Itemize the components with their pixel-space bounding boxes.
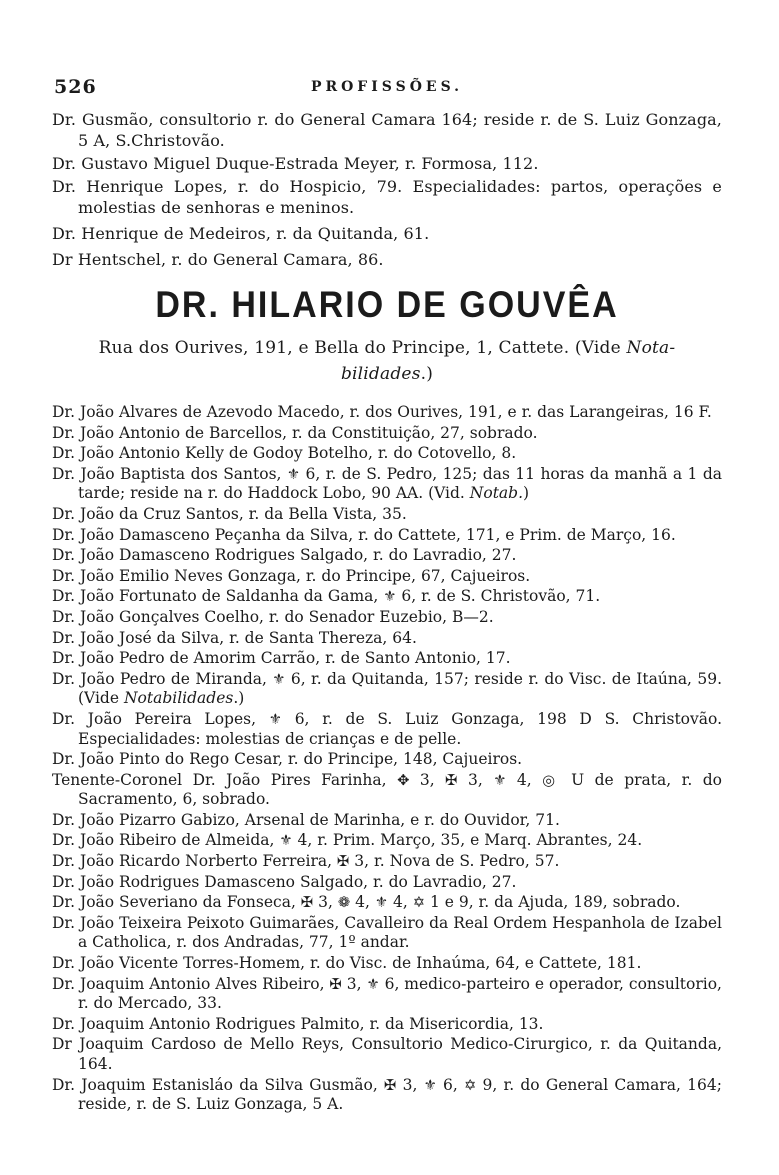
- text-run: Dr. João Teixeira Peixoto Guimarães, Cavalleiro da Real Ordem Hespanhola de Izabel a Catholica, r. dos Andradas, 77, 1º andar.: [52, 913, 722, 952]
- directory-entry: [52, 403, 722, 423]
- directory-entry: [52, 546, 722, 566]
- text-run: Dr. João Pereira Lopes,: [52, 709, 269, 728]
- directory-entry: [52, 670, 722, 709]
- directory-entry: [52, 505, 722, 525]
- directory-entry: [52, 852, 722, 872]
- text-run: Notab.: [469, 484, 524, 503]
- text-run: Dr. João Fortunato de Saldanha da Gama,: [52, 587, 384, 606]
- text-run: 1 e 9, r. da Ajuda, 189, sobrado.: [425, 893, 681, 912]
- directory-entry: [52, 771, 722, 810]
- running-head: PROFISSÕES.: [310, 79, 464, 95]
- text-run: .): [233, 689, 245, 708]
- text-run: Dr. João Pinto do Rego Cesar, r. do Principe, 148, Cajueiros.: [52, 750, 523, 769]
- crowned-badge-icon: ⚜: [374, 894, 389, 912]
- top-entries-section: [52, 109, 722, 270]
- directory-entry: Dr Hentschel, r. do General Camara, 86.: [52, 250, 384, 269]
- text-run: Dr. Joaquim Antonio Alves Ribeiro,: [52, 974, 330, 993]
- text-run: Dr. João Damasceno Rodrigues Salgado, r. do Lavradio, 27.: [52, 546, 517, 565]
- directory-entry: [52, 567, 722, 587]
- text-run: Rua dos Ourives, 191, e Bella do Principe, 1, Cattete. (Vide: [98, 338, 627, 358]
- maltese-cross-icon: ✠: [329, 975, 342, 993]
- text-run: 4,: [506, 770, 543, 789]
- directory-entry: Dr. Henrique de Medeiros, r. da Quitanda, 61.: [52, 224, 430, 243]
- text-run: 3,: [457, 770, 494, 789]
- directory-entry: [52, 608, 722, 628]
- directory-entry: [52, 629, 722, 649]
- directory-entry: Dr. Henrique Lopes, r. do Hospicio, 79. Especialidades: partos, operações e molestias de senhoras e meninos.: [52, 177, 722, 217]
- directory-entry: [52, 750, 722, 770]
- crowned-badge-icon: ⚜: [366, 975, 380, 993]
- rosette-icon: ❁: [337, 894, 351, 912]
- page-number: 526: [54, 76, 97, 98]
- text-run: Tenente-Coronel Dr. João Pires Farinha,: [52, 770, 398, 789]
- text-run: Dr. João Rodrigues Damasceno Salgado, r. do Lavradio, 27.: [52, 872, 517, 891]
- page-header: [52, 76, 722, 100]
- directory-entry: [52, 975, 722, 1014]
- text-run: Dr. João Ricardo Norberto Ferreira,: [52, 852, 338, 871]
- text-run: Dr. João da Cruz Santos, r. da Bella Vista, 35.: [52, 504, 407, 523]
- text-run: 6,: [436, 1075, 464, 1094]
- text-run: Dr. João José da Silva, r. de Santa Thereza, 64.: [52, 628, 417, 647]
- text-run: 6, r. de S. Pedro, 125; das 11 horas da manhã a 1 da tarde; reside na r. do Haddock Lobo, 90 AA. (Vid.: [78, 464, 722, 503]
- text-run: 3, r. Nova de S. Pedro, 57.: [349, 852, 560, 871]
- text-run: 4,: [388, 893, 413, 912]
- featured-listing: [52, 286, 722, 387]
- featured-doctor-address: [52, 335, 722, 387]
- text-run: .): [420, 364, 434, 384]
- maltese-cross-icon: ✠: [384, 1076, 397, 1094]
- text-run: 6, medico-parteiro e operador, consultorio, r. do Mercado, 33.: [78, 974, 722, 1013]
- text-run: Notabilidades: [123, 689, 234, 708]
- text-run: Dr. João Baptista dos Santos,: [52, 464, 287, 483]
- text-run: 3,: [409, 770, 446, 789]
- text-run: Dr. João Pizarro Gabizo, Arsenal de Marinha, e r. do Ouvidor, 71.: [52, 810, 560, 829]
- maltese-cross-icon: ✠: [300, 894, 314, 912]
- directory-entry: [52, 831, 722, 851]
- directory-entry: [52, 649, 722, 669]
- text-run: 9, r. do General Camara, 164; reside, r. de S. Luiz Gonzaga, 5 A.: [78, 1075, 722, 1114]
- text-run: Dr. João Gonçalves Coelho, r. do Senador Euzebio, B—2.: [52, 607, 494, 626]
- crowned-badge-icon: ⚜: [286, 465, 301, 483]
- crowned-badge-icon: ⚜: [383, 588, 397, 606]
- text-run: ): [523, 484, 530, 503]
- directory-entry: [52, 424, 722, 444]
- text-run: Dr. João Antonio Kelly de Godoy Botelho, r. do Cotovello, 8.: [52, 444, 517, 463]
- directory-entry: Dr. Gusmão, consultorio r. do General Camara 164; reside r. de S. Luiz Gonzaga, 5 A, S.Christovão.: [52, 110, 722, 150]
- text-run: bilidades: [340, 364, 421, 384]
- directory-entry: [52, 914, 722, 953]
- directory-entry: [52, 1015, 722, 1035]
- text-run: 3,: [396, 1075, 424, 1094]
- text-run: 3,: [313, 893, 338, 912]
- crowned-badge-icon: ⚜: [272, 670, 286, 688]
- crowned-badge-icon: ⚜: [493, 771, 507, 789]
- directory-entry: [52, 1076, 722, 1115]
- directory-entry: [52, 710, 722, 749]
- text-run: 6, r. de S. Luiz Gonzaga, 198 D S. Christovão. Especialidades: molestias de crianças e de pelle.: [78, 709, 722, 748]
- directory-entry: [52, 811, 722, 831]
- directory-entry: [52, 465, 722, 504]
- text-run: Dr. João Pedro de Miranda,: [52, 669, 273, 688]
- text-run: Dr Joaquim Cardoso de Mello Reys, Consultorio Medico-Cirurgico, r. da Quitanda, 164.: [52, 1035, 722, 1073]
- featured-doctor-title: DR. HILARIO DE GOUVÊA: [155, 284, 619, 326]
- directory-entries-section: [52, 403, 722, 1115]
- directory-entry: [52, 893, 722, 913]
- text-run: Dr. João Pedro de Amorim Carrão, r. de Santo Antonio, 17.: [52, 649, 511, 668]
- text-run: Nota-: [626, 338, 676, 358]
- text-run: U de prata, r. do Sacramento, 6, sobrado.: [78, 770, 723, 809]
- text-run: 3,: [341, 974, 367, 993]
- directory-entry: [52, 873, 722, 893]
- crowned-badge-icon: ⚜: [268, 710, 282, 728]
- maltese-cross-icon: ✠: [445, 771, 458, 789]
- cross-fleury-icon: ✥: [397, 771, 410, 789]
- text-run: Dr. João Damasceno Peçanha da Silva, r. do Cattete, 171, e Prim. de Março, 16.: [52, 525, 676, 544]
- text-run: Dr. João Antonio de Barcellos, r. da Constituição, 27, sobrado.: [52, 423, 538, 442]
- text-run: Dr. João Ribeiro de Almeida,: [52, 831, 280, 850]
- directory-entry: [52, 1035, 722, 1074]
- text-run: Dr. João Severiano da Fonseca,: [52, 893, 301, 912]
- directory-entry: [52, 526, 722, 546]
- text-run: 6, r. da Quitanda, 157; reside r. do Visc. de Itaúna, 59. (Vide: [78, 669, 723, 708]
- crowned-badge-icon: ⚜: [423, 1076, 437, 1094]
- directory-entry: Dr. Gustavo Miguel Duque-Estrada Meyer, r. Formosa, 112.: [52, 154, 539, 173]
- text-run: 6, r. de S. Christovão, 71.: [396, 587, 601, 606]
- text-run: Dr. João Vicente Torres-Homem, r. do Visc. de Inhaúma, 64, e Cattete, 181.: [52, 954, 642, 973]
- text-run: Dr. Joaquim Antonio Rodrigues Palmito, r. da Misericordia, 13.: [52, 1014, 544, 1033]
- maltese-cross-icon: ✠: [337, 853, 350, 871]
- directory-entry: [52, 954, 722, 974]
- silver-medal-icon: ◎: [542, 771, 561, 789]
- text-run: Dr. João Alvares de Azevodo Macedo, r. dos Ourives, 191, e r. das Larangeiras, 16 F.: [52, 403, 712, 421]
- text-run: Dr. Joaquim Estanisláo da Silva Gusmão,: [52, 1075, 385, 1094]
- text-run: 4, r. Prim. Março, 35, e Marq. Abrantes, 24.: [292, 831, 643, 850]
- star-icon: ✡: [412, 894, 426, 912]
- directory-entry: [52, 444, 722, 464]
- directory-entry: [52, 587, 722, 607]
- star-icon: ✡: [463, 1076, 477, 1094]
- text-run: 4,: [350, 893, 375, 912]
- crowned-badge-icon: ⚜: [279, 832, 293, 850]
- text-run: Dr. João Emilio Neves Gonzaga, r. do Principe, 67, Cajueiros.: [52, 566, 531, 585]
